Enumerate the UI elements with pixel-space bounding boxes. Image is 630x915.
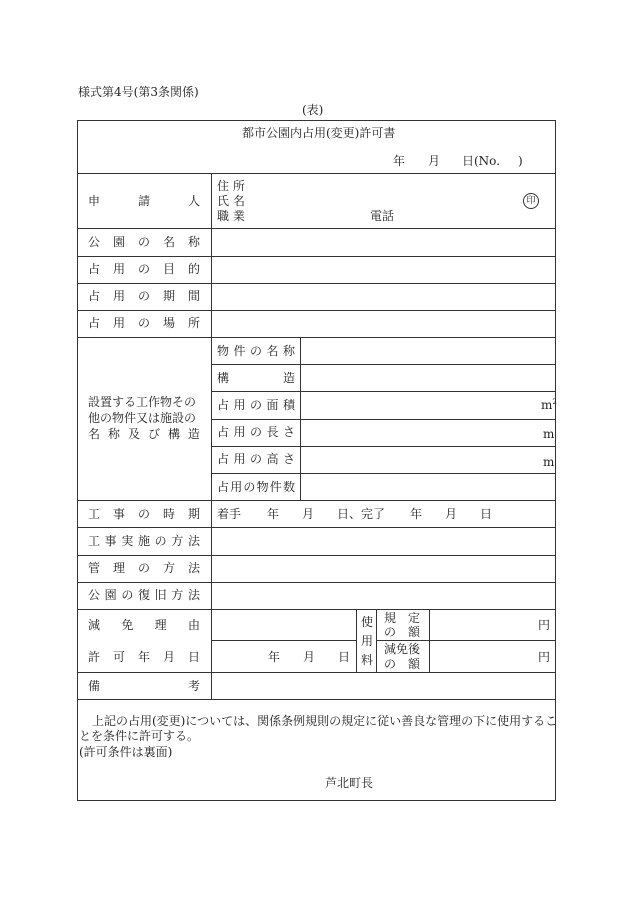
- management-label: 管 理 の 方 法: [88, 561, 200, 575]
- permit-date-label: 許 可 年 月 日: [88, 650, 200, 664]
- complete-month: 月: [445, 507, 458, 521]
- fee-label-1: 使: [361, 615, 374, 629]
- document-title: 都市公園内占用(変更)許可書: [242, 126, 396, 140]
- form-number-label: 様式第4号(第3条関係): [78, 85, 199, 99]
- name-label: 氏 名: [217, 194, 245, 208]
- item-structure-label: 構 造: [217, 371, 295, 385]
- complete-day: 日: [480, 507, 493, 521]
- place-label: 占 用 の 場 所: [88, 316, 200, 330]
- conditions-note: (許可条件は裏面): [79, 745, 173, 759]
- side-label: (表): [302, 103, 324, 117]
- regular-amount-line1: 規 定: [384, 611, 421, 625]
- restoration-label: 公 園 の 復 旧 方 法: [88, 588, 200, 602]
- reduced-amount-line1: 減免後: [384, 642, 421, 656]
- date-day-number: 日(No.: [462, 154, 501, 168]
- permit-year: 年: [268, 650, 281, 664]
- seal-mark: 印: [523, 193, 539, 209]
- fee-label-2: 用: [361, 634, 374, 648]
- reduced-yen: 円: [538, 650, 551, 664]
- complete-label: 日、完了: [337, 507, 386, 521]
- exemption-reason-label: 減 免 理 由: [88, 618, 200, 632]
- remarks-label: 備 考: [88, 679, 200, 693]
- date-close: ): [518, 154, 523, 168]
- start-month: 月: [302, 507, 315, 521]
- permit-month: 月: [303, 650, 316, 664]
- complete-year: 年: [410, 507, 423, 521]
- permit-day: 日: [338, 650, 351, 664]
- purpose-label: 占 用 の 目 的: [88, 262, 200, 276]
- item-area-label: 占 用 の 面 積: [217, 398, 295, 412]
- address-label: 住 所: [217, 179, 245, 193]
- item-length-label: 占 用 の 長 さ: [217, 425, 295, 439]
- fee-label-3: 料: [361, 653, 374, 667]
- start-label: 着手: [217, 507, 242, 521]
- reduced-amount-line2: の 額: [384, 657, 421, 671]
- statement-line2: とを条件に許可する。: [79, 729, 200, 743]
- area-unit: $m^2$: [541, 398, 557, 412]
- structure-label-line3: 名 称 及 び 構 造: [88, 427, 200, 441]
- item-height-label: 占 用 の 高 さ: [217, 452, 295, 466]
- date-month: 月: [428, 154, 441, 168]
- construction-period-label: 工 事 の 時 期: [88, 507, 200, 521]
- height-unit: m: [543, 455, 555, 469]
- regular-yen: 円: [538, 618, 551, 632]
- item-count-label: 占 用 の 物 件 数: [217, 480, 295, 494]
- occupation-label: 職 業: [217, 209, 245, 223]
- structure-label-line2: 他の物件又は施設の: [88, 411, 197, 425]
- start-year: 年: [267, 507, 280, 521]
- item-name-label: 物 件 の 名 称: [217, 344, 295, 358]
- date-year: 年: [393, 154, 406, 168]
- statement-line1: 上記の占用(変更)については、関係条例規則の規定に従い善良な管理の下に使用するこ: [92, 714, 558, 728]
- phone-label: 電話: [370, 209, 395, 223]
- regular-amount-line2: の 額: [384, 625, 421, 639]
- structure-label-line1: 設置する工作物その: [88, 395, 197, 409]
- period-label: 占 用 の 期 間: [88, 289, 200, 303]
- method-label: 工 事 実 施 の 方 法: [88, 534, 200, 548]
- park-name-label: 公 園 の 名 称: [88, 235, 200, 249]
- applicant-label: 申 請 人: [88, 194, 200, 208]
- issuer-name: 芦北町長: [325, 776, 374, 790]
- length-unit: m: [543, 427, 555, 441]
